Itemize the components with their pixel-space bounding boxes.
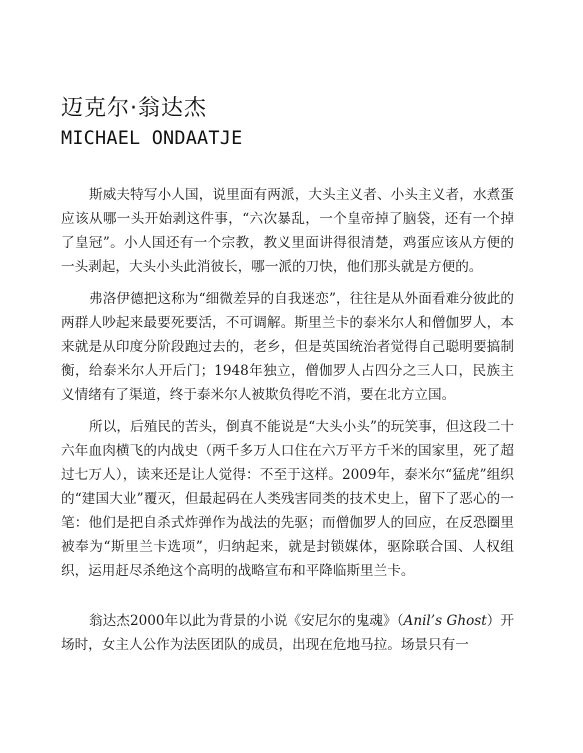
paragraph-2: 弗洛伊德把这称为“细微差异的自我迷恋”，往往是从外面看难分彼此的两群人吵起来最要死要活，不可调解。斯里兰卡的泰米尔人和僧伽罗人，本来就是从印度分阶段跑过去的，老乡，但是英国统治者觉得自己聪明要搞制衡，给泰米尔人开后门；1948年独立，僧伽罗人占四分之三人口，民族主义情绪有了渠道，终于泰米尔人被欺负得吃不消，要在北方立国。 — [61, 291, 514, 403]
article-body — [61, 183, 514, 657]
paragraph-4 — [61, 609, 514, 657]
paragraph-3: 所以，后殖民的苦头，倒真不能说是“大头小头”的玩笑事，但这段二十六年血肉横飞的内战史（两千多万人口住在六万平方千米的国家里，死了超过七万人），读来还是让人觉得：不至于这样。2009年，泰米尔“猛虎”组织的“建国大业”覆灭，但最起码在人类残害同类的技术史上，留下了恶心的一笔：他们是把自杀式炸弹作为战法的先驱；而僧伽罗人的回应，在反恐圈里被奉为“斯里兰卡选项”，归纳起来，就是封锁媒体，驱除联合国、人权组织，运用赶尽杀绝这个高明的战略宣布和平降临斯里兰卡。 — [61, 419, 514, 579]
author-name-english: MICHAEL ONDAATJE — [61, 128, 243, 149]
author-name-chinese: 迈克尔·翁达杰 — [61, 96, 207, 121]
paragraph-4-text-start: 翁达杰2000年以此为背景的小说《安尼尔的鬼魂》（ — [89, 613, 404, 629]
book-title-english: Anil’s Ghost — [403, 613, 487, 629]
paragraph-1: 斯威夫特写小人国，说里面有两派，大头主义者、小头主义者，水煮蛋应该从哪一头开始剥这件事，“六次暴乱，一个皇帝掉了脑袋，还有一个掉了皇冠”。小人国还有一个宗教，教义里面讲得很清楚，鸡蛋应该从方便的一头剥起，大头小头此消彼长，哪一派的刀快，他们那头就是方便的。 — [61, 187, 514, 275]
paragraph-4-text-end: ）开场时，女主人公作为法医团队的成员，出现在危地马拉。场景只有一 — [61, 613, 515, 653]
